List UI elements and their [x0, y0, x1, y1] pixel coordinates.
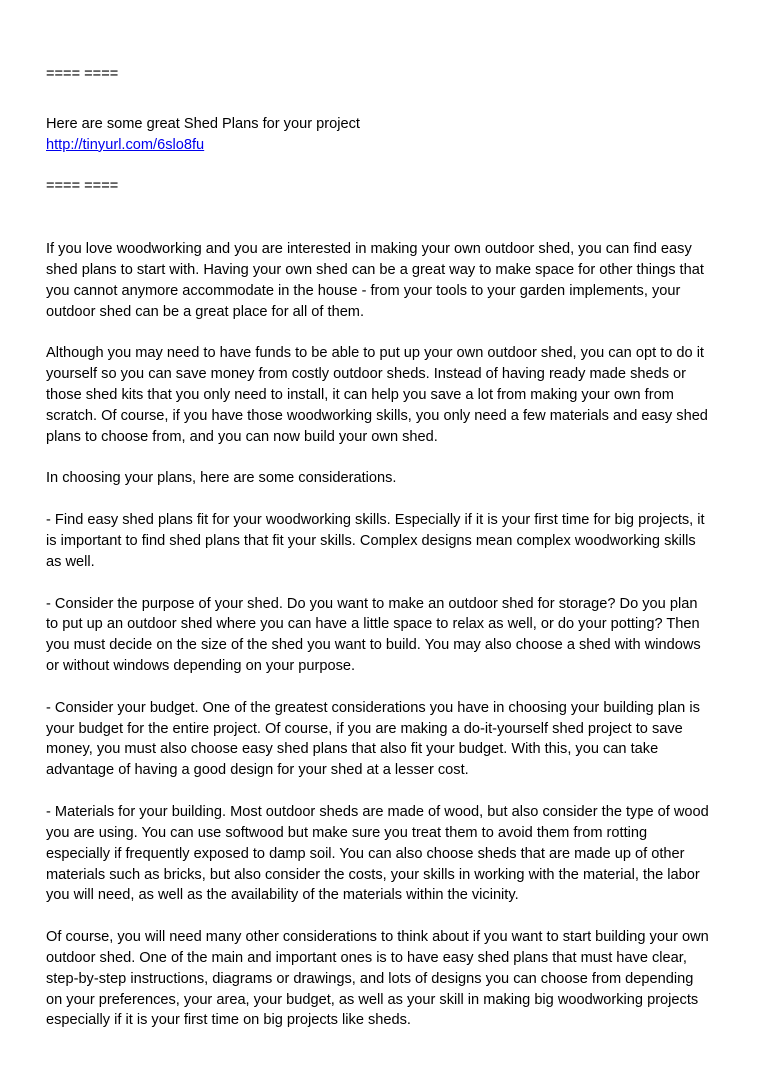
paragraph-purpose: - Consider the purpose of your shed. Do you want to make an outdoor shed for storage? Do you plan to put up an outdoor shed where you can have a little space to relax as well, or do your potting? Then you must decide on the size of the shed you want to build. You may also choose a shed with windows or without windows depending on your purpose. [46, 595, 701, 675]
paragraph-funds: Although you may need to have funds to be able to put up your own outdoor shed, you can opt to do it yourself so you can save money from costly outdoor sheds. Instead of having ready made sheds or those shed kits that you only need to install, it can help you save a lot from making your own from scratch. Of course, if you have those woodworking skills, you only need a few materials and easy shed plans to choose from, and you can now build your own shed. [46, 345, 708, 445]
header-title: Here are some great Shed Plans for your project [46, 115, 360, 132]
shed-plans-link[interactable]: http://tinyurl.com/6slo8fu [46, 136, 205, 153]
separator-bottom: ==== ==== [46, 178, 119, 195]
separator-top: ==== ==== [46, 66, 119, 82]
header-link-line [46, 135, 712, 156]
paragraph-conclusion: Of course, you will need many other considerations to think about if you want to start building your own outdoor shed. One of the main and important ones is to have easy shed plans that must have clear, step-by-step instructions, diagrams or drawings, and lots of designs you can choose from depending on your preferences, your area, your budget, as well as your skill in making big woodworking projects especially if it is your first time on big projects like sheds. [46, 929, 709, 1029]
paragraph-budget: - Consider your budget. One of the greatest considerations you have in choosing your building plan is your budget for the entire project. Of course, if you are making a do-it-yourself shed project to save money, you must also choose easy shed plans that also fit your budget. With this, you can take advantage of having a good design for your shed at a lesser cost. [46, 699, 700, 779]
paragraph-considerations: In choosing your plans, here are some considerations. [46, 470, 397, 487]
paragraph-materials: - Materials for your building. Most outdoor sheds are made of wood, but also consider the type of wood you are using. You can use softwood but make sure you treat them to avoid them from rotting especially if frequently exposed to damp soil. You can also choose sheds that are made up of other materials such as bricks, but also consider the costs, your skills in working with the material, the labor you will need, as well as the availability of the materials within the vicinity. [46, 803, 709, 904]
paragraph-skills: - Find easy shed plans fit for your woodworking skills. Especially if it is your first time for big projects, it is important to find shed plans that fit your skills. Complex designs mean complex woodworking skills as well. [46, 512, 705, 570]
paragraph-intro: If you love woodworking and you are interested in making your own outdoor shed, you can find easy shed plans to start with. Having your own shed can be a great way to make space for other things that you cannot anymore accommodate in the house - from your tools to your garden implements, your outdoor shed can be a great place for all of them. [46, 241, 704, 320]
